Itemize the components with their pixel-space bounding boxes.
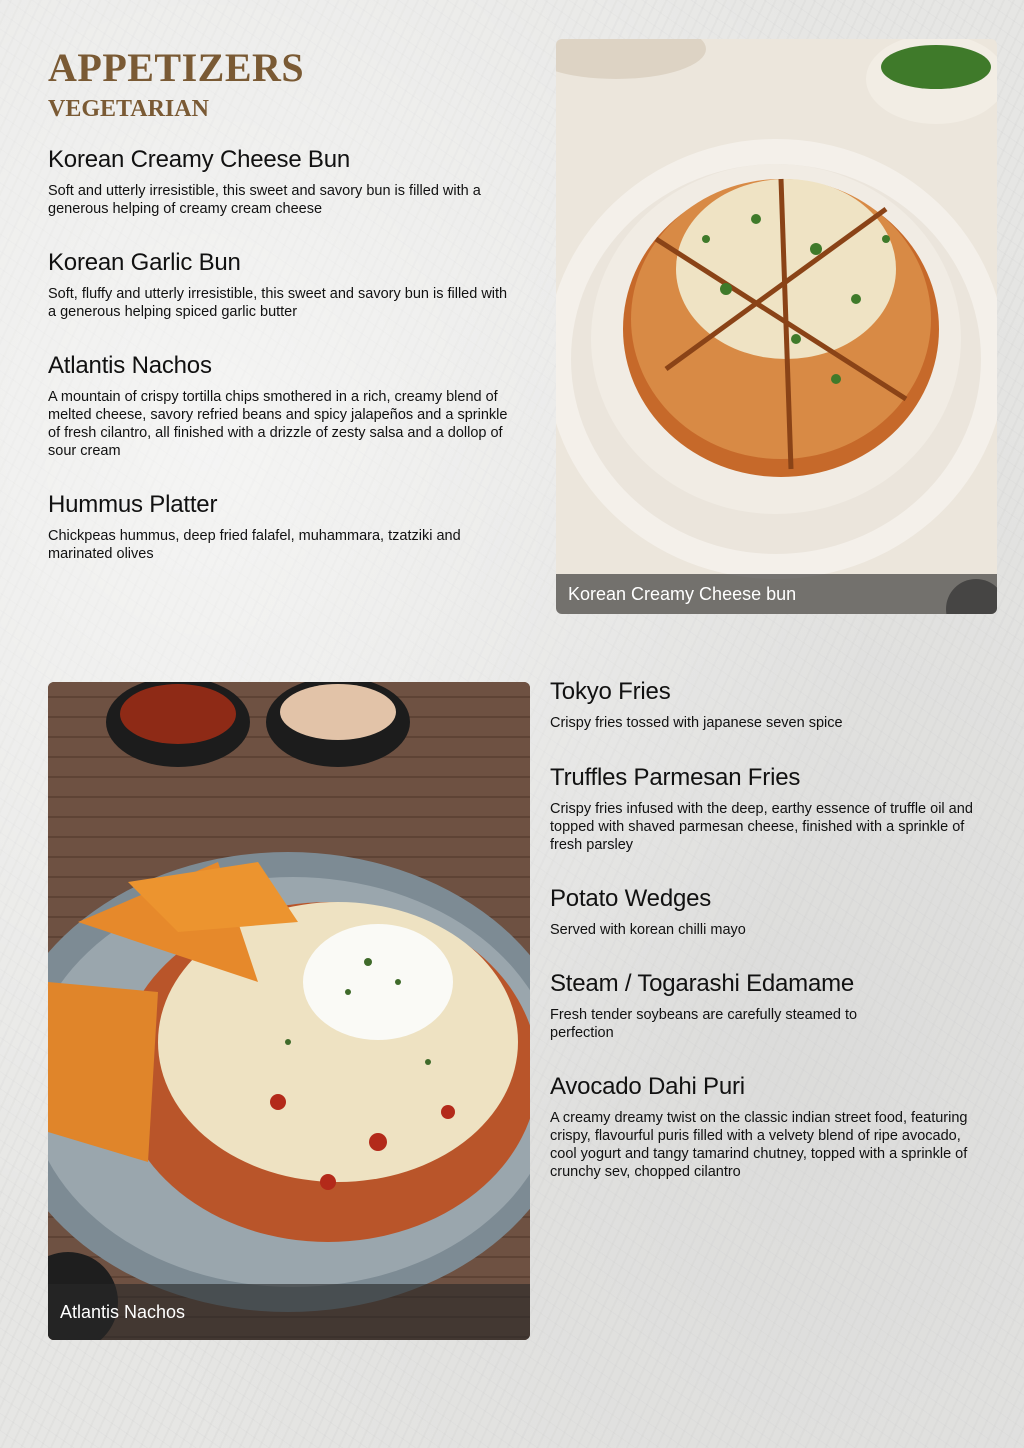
menu-item (550, 764, 990, 854)
menu-item-name: Tokyo Fries (550, 678, 671, 705)
nachos-illustration (48, 682, 530, 1340)
menu-item-description: A mountain of crispy tortilla chips smothered in a rich, creamy blend of melted cheese, savory refried beans and spicy jalapeños and a sprinkle of fresh cilantro, all finished with a drizzle of zesty salsa and a dollop of sour cream (48, 389, 508, 459)
menu-item (48, 146, 518, 218)
page-title: APPETIZERS (48, 45, 305, 90)
photo-caption: Korean Creamy Cheese bun (556, 574, 997, 614)
menu-item (48, 249, 518, 321)
menu-item-name: Korean Creamy Cheese Bun (48, 146, 351, 173)
menu-item-description: Served with korean chilli mayo (550, 922, 746, 938)
menu-item (550, 1073, 990, 1181)
menu-item-description: Crispy fries infused with the deep, earthy essence of truffle oil and topped with shaved parmesan cheese, finished with a sprinkle of fresh parsley (550, 801, 973, 853)
bun-illustration (556, 39, 997, 614)
menu-item-name: Avocado Dahi Puri (550, 1073, 745, 1100)
photo-caption: Atlantis Nachos (48, 1284, 530, 1340)
menu-item (550, 678, 990, 732)
menu-item-name: Truffles Parmesan Fries (550, 764, 801, 791)
menu-item-description: Chickpeas hummus, deep fried falafel, muhammara, tzatziki and marinated olives (48, 528, 461, 562)
menu-item (550, 970, 880, 1042)
section-subtitle: VEGETARIAN (48, 96, 209, 122)
menu-item-description: Soft, fluffy and utterly irresistible, this sweet and savory bun is filled with a generous helping spiced garlic butter (48, 286, 508, 320)
menu-item-description: Fresh tender soybeans are carefully steamed to perfection (550, 1007, 858, 1041)
menu-item (48, 491, 518, 563)
menu-item-description: Soft and utterly irresistible, this sweet and savory bun is filled with a generous helping of creamy cream cheese (48, 183, 481, 217)
nachos-photo (48, 682, 530, 1340)
menu-item-name: Steam / Togarashi Edamame (550, 970, 855, 997)
bun-photo (556, 39, 997, 614)
menu-item (550, 885, 990, 939)
menu-item-name: Hummus Platter (48, 491, 218, 518)
menu-item-description: A creamy dreamy twist on the classic indian street food, featuring crispy, flavourful puris filled with a velvety blend of ripe avocado, cool yogurt and tangy tamarind chutney, topped with a sprinkle of crunchy sev, chopped cilantro (550, 1110, 968, 1180)
menu-item (48, 352, 518, 460)
menu-item-description: Crispy fries tossed with japanese seven spice (550, 715, 843, 731)
menu-item-name: Potato Wedges (550, 885, 712, 912)
menu-item-name: Atlantis Nachos (48, 352, 212, 379)
menu-item-name: Korean Garlic Bun (48, 249, 241, 276)
